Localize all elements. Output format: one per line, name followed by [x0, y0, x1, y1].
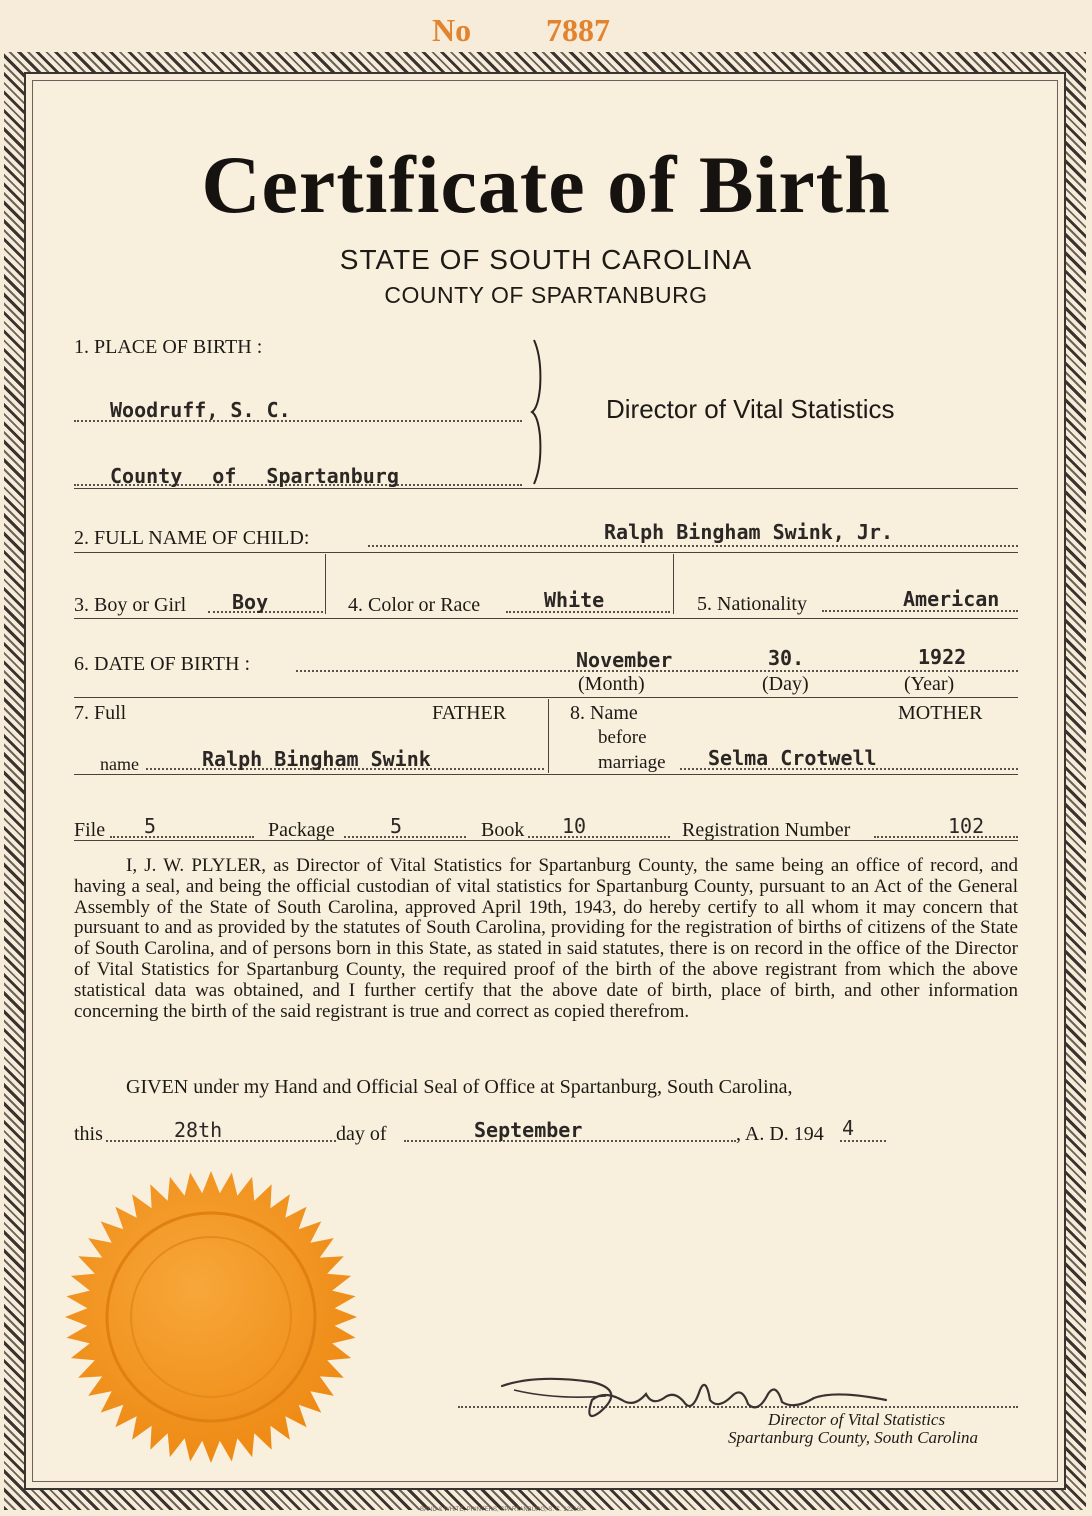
- mother-label-marriage: marriage: [598, 752, 666, 773]
- divider-3-4: [325, 554, 326, 614]
- bracket-brace: [528, 338, 552, 486]
- rule-4: [74, 697, 1018, 698]
- issued-year-digit: 4: [842, 1116, 855, 1140]
- director-heading: Director of Vital Statistics: [606, 394, 895, 424]
- dob-label: 6. DATE OF BIRTH :: [74, 653, 251, 675]
- dob-year: 1922: [918, 645, 967, 669]
- registration-line: [874, 836, 1018, 838]
- printer-mark: BAND & WHITE, PRINTERS, SPARTANBURG, S. C. 122160: [420, 1507, 584, 1513]
- state-heading: STATE OF SOUTH CAROLINA: [339, 244, 753, 275]
- child-name-value: Ralph Bingham Swink, Jr.: [604, 520, 893, 544]
- mother-heading: MOTHER: [898, 702, 983, 724]
- official-seal-icon: [62, 1168, 360, 1466]
- father-label-name: name: [100, 754, 139, 774]
- sex-value: Boy: [232, 590, 269, 614]
- county-heading: COUNTY OF SPARTANBURG: [384, 282, 708, 308]
- race-label: 4. Color or Race: [348, 594, 481, 616]
- nationality-value: American: [903, 587, 1000, 611]
- place-city-value: Woodruff, S. C.: [110, 398, 291, 422]
- book-value: 10: [562, 814, 587, 838]
- mother-value: Selma Crotwell: [708, 746, 877, 770]
- father-heading: FATHER: [432, 702, 507, 724]
- rule-1: [74, 488, 1018, 489]
- dob-month-caption: (Month): [578, 673, 645, 695]
- rule-6: [74, 840, 1018, 841]
- registration-value: 102: [948, 814, 985, 838]
- race-value: White: [544, 588, 605, 612]
- serial-prefix: No: [432, 12, 472, 48]
- dob-day-caption: (Day): [762, 673, 809, 695]
- father-label-num: 7. Full: [74, 702, 127, 724]
- signature-title-1: Director of Vital Statistics: [768, 1410, 946, 1429]
- certification-paragraph: I, J. W. PLYLER, as Director of Vital Statistics for Spartanburg County, the same being an office of record, and having a seal, and being the official custodian of vital statistics for Spartanburg County, pursuant to an Act of the General Assembly of the State of South Carolina, approved April 19th, 1943, do hereby certify to all whom it may concern that pursuant to and as provided by the statutes of South Carolina, providing for the registration of births of citizens of the State of South Carolina, and of persons born in this State, as stated in said statutes, there is on record in the office of the Director of Vital Statistics for Spartanburg County, the required proof of the birth of the above registrant from which the above statistical data was obtained, and I further certify that the above date of birth, place of birth, and other information concerning the birth of the said registrant is true and correct as copied therefrom.: [74, 855, 1018, 1022]
- dob-year-caption: (Year): [904, 673, 955, 695]
- issued-day: 28th: [174, 1118, 223, 1142]
- file-value: 5: [144, 814, 157, 838]
- divider-4-5: [673, 554, 674, 614]
- serial-number: 7887: [546, 12, 610, 48]
- place-of-birth-label: 1. PLACE OF BIRTH :: [74, 336, 263, 358]
- child-name-label: 2. FULL NAME OF CHILD:: [74, 527, 310, 549]
- sex-label: 3. Boy or Girl: [74, 594, 187, 616]
- issued-month: September: [474, 1118, 583, 1142]
- package-value: 5: [390, 814, 403, 838]
- rule-2: [74, 552, 1018, 553]
- rule-3: [74, 618, 1018, 619]
- package-line: [344, 836, 466, 838]
- issued-year-label: , A. D. 194: [736, 1123, 824, 1145]
- father-value: Ralph Bingham Swink: [202, 747, 431, 771]
- given-statement: GIVEN under my Hand and Official Seal of Office at Spartanburg, South Carolina,: [126, 1076, 793, 1098]
- issued-year-line: [840, 1140, 886, 1142]
- divider-7-8: [548, 699, 549, 773]
- book-label: Book: [481, 819, 525, 841]
- issued-day-label: day of: [336, 1123, 387, 1145]
- dob-day: 30.: [768, 646, 805, 670]
- package-label: Package: [268, 819, 335, 841]
- nationality-label: 5. Nationality: [697, 593, 807, 615]
- rule-5: [74, 774, 1018, 775]
- file-line: [110, 836, 254, 838]
- issued-this-label: this: [74, 1123, 103, 1145]
- certificate-title: Certificate of Birth: [201, 139, 891, 230]
- mother-label-num: 8. Name: [570, 702, 638, 724]
- dob-month: November: [576, 648, 673, 672]
- child-name-line: [368, 545, 1018, 547]
- book-line: [528, 836, 670, 838]
- mother-label-before: before: [598, 727, 647, 748]
- place-county-value: County of Spartanburg: [110, 464, 399, 488]
- signature-title-2: Spartanburg County, South Carolina: [728, 1428, 978, 1447]
- file-label: File: [74, 819, 106, 841]
- registration-label: Registration Number: [682, 819, 851, 841]
